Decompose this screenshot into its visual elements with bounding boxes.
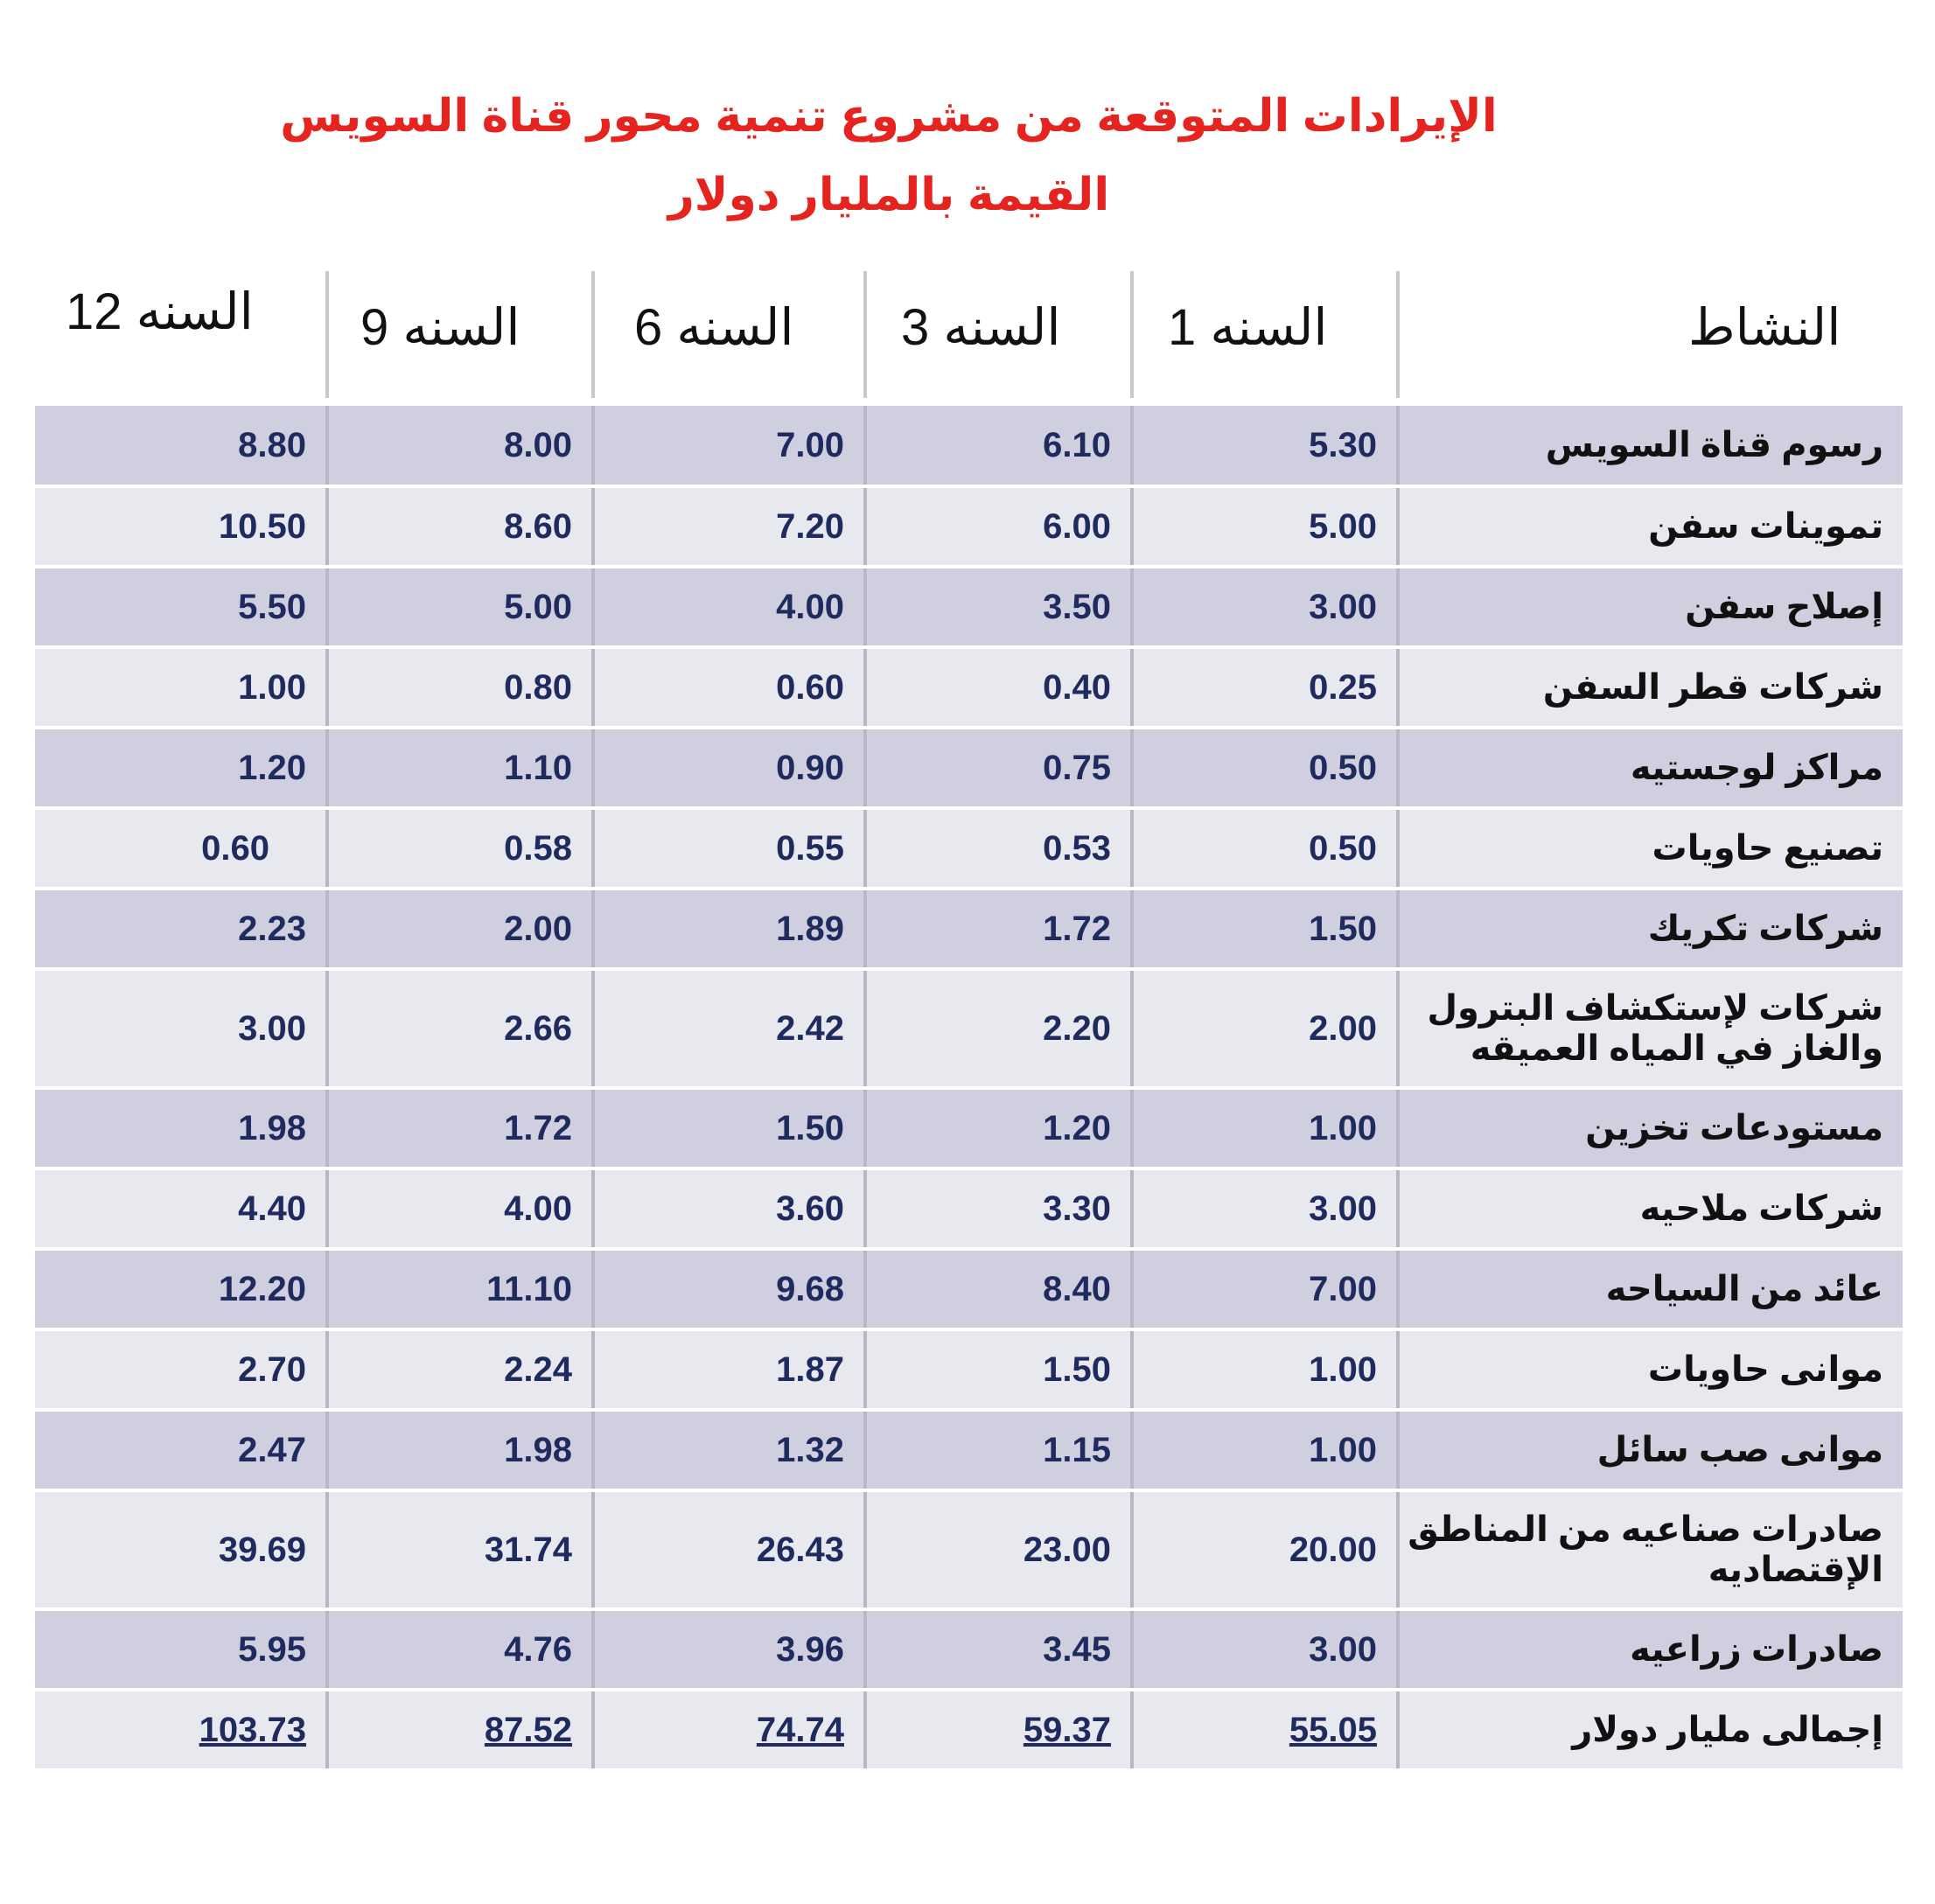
- cell-value: 5.00: [504, 587, 572, 626]
- cell-value: 5.30: [1309, 425, 1377, 464]
- cell-value: 1.98: [238, 1108, 306, 1147]
- cell-year-3: [865, 889, 1132, 969]
- header-year-6: السنه 6: [634, 299, 794, 356]
- table-row: [35, 808, 1903, 889]
- header-divider: [325, 271, 329, 398]
- cell-year-1: [1132, 567, 1398, 647]
- cell-value: 2.23: [238, 909, 306, 948]
- cell-year-12: [35, 728, 327, 808]
- activity-label: شركات لإستكشاف البترول والغاز في المياه العميقه: [1398, 969, 1903, 1088]
- activity-label: شركات قطر السفن: [1398, 647, 1903, 728]
- cell-value: 3.00: [1309, 587, 1377, 626]
- cell-value: 6.10: [1043, 425, 1111, 464]
- cell-value: 2.42: [776, 1008, 844, 1048]
- activity-label: صادرات زراعيه: [1398, 1609, 1903, 1690]
- cell-value: 1.20: [1043, 1108, 1111, 1147]
- cell-value: 1.20: [238, 748, 306, 787]
- header-year-9: السنه 9: [360, 299, 520, 356]
- cell-year-12: [35, 1490, 327, 1609]
- header-divider: [1396, 271, 1400, 398]
- cell-year-12: [35, 1088, 327, 1168]
- table-row: [35, 1410, 1903, 1490]
- cell-year-6: [593, 1690, 865, 1770]
- cell-value: 5.95: [238, 1629, 306, 1669]
- cell-value: 1.50: [1043, 1350, 1111, 1389]
- cell-value: 0.75: [1043, 748, 1111, 787]
- table-row: [35, 1088, 1903, 1168]
- cell-value: 4.40: [238, 1189, 306, 1228]
- cell-value: 4.00: [504, 1189, 572, 1228]
- cell-year-3: [865, 486, 1132, 567]
- cell-year-9: [327, 1410, 593, 1490]
- cell-year-3: [865, 1168, 1132, 1249]
- cell-year-9: [327, 1249, 593, 1329]
- cell-value: 1.89: [776, 909, 844, 948]
- cell-year-3: [865, 567, 1132, 647]
- cell-value: 0.80: [504, 667, 572, 707]
- cell-value: 2.00: [1309, 1008, 1377, 1048]
- cell-value: 2.24: [504, 1350, 572, 1389]
- cell-year-6: [593, 486, 865, 567]
- table-row: [35, 1329, 1903, 1410]
- cell-value: 1.10: [504, 748, 572, 787]
- header-year-12: السنه 12: [66, 283, 254, 340]
- cell-year-6: [593, 1490, 865, 1609]
- cell-year-1: [1132, 1490, 1398, 1609]
- cell-value: 0.58: [504, 828, 572, 868]
- cell-value: 3.45: [1043, 1629, 1111, 1669]
- table-row: [35, 889, 1903, 969]
- cell-value: 8.00: [504, 425, 572, 464]
- activity-label: إجمالى مليار دولار: [1398, 1690, 1903, 1770]
- cell-year-12: [35, 1168, 327, 1249]
- cell-value: 3.50: [1043, 587, 1111, 626]
- cell-year-6: [593, 406, 865, 486]
- cell-year-12: [35, 567, 327, 647]
- cell-year-9: [327, 728, 593, 808]
- cell-value: 1.00: [1309, 1108, 1377, 1147]
- cell-year-9: [327, 889, 593, 969]
- activity-label: شركات تكريك: [1398, 889, 1903, 969]
- cell-value: 7.00: [776, 425, 844, 464]
- cell-value: 2.66: [504, 1008, 572, 1048]
- cell-year-6: [593, 1609, 865, 1690]
- cell-year-12: [35, 808, 327, 889]
- table-row: [35, 969, 1903, 1088]
- cell-value: 2.00: [504, 909, 572, 948]
- cell-value: 10.50: [218, 506, 306, 546]
- activity-label: صادرات صناعيه من المناطق الإقتصاديه: [1398, 1490, 1903, 1609]
- cell-year-6: [593, 1329, 865, 1410]
- cell-value: 20.00: [1289, 1530, 1377, 1569]
- cell-year-12: [35, 1609, 327, 1690]
- cell-year-3: [865, 1410, 1132, 1490]
- cell-value: 1.32: [776, 1430, 844, 1469]
- cell-year-6: [593, 567, 865, 647]
- cell-value: 0.53: [1043, 828, 1111, 868]
- cell-value: 2.47: [238, 1430, 306, 1469]
- cell-year-1: [1132, 1249, 1398, 1329]
- cell-value: 9.68: [776, 1269, 844, 1308]
- cell-year-9: [327, 647, 593, 728]
- cell-year-12: [35, 486, 327, 567]
- cell-year-12: [35, 1249, 327, 1329]
- cell-year-9: [327, 1329, 593, 1410]
- cell-year-1: [1132, 889, 1398, 969]
- table-row: [35, 567, 1903, 647]
- cell-year-12: [35, 1410, 327, 1490]
- cell-year-1: [1132, 1329, 1398, 1410]
- cell-value: 2.20: [1043, 1008, 1111, 1048]
- header-divider: [863, 271, 867, 398]
- cell-value: 12.20: [218, 1269, 306, 1308]
- cell-year-6: [593, 969, 865, 1088]
- cell-year-1: [1132, 728, 1398, 808]
- cell-value: 3.60: [776, 1189, 844, 1228]
- cell-year-3: [865, 647, 1132, 728]
- cell-value: 7.00: [1309, 1269, 1377, 1308]
- activity-label: مستودعات تخزين: [1398, 1088, 1903, 1168]
- table-header: [0, 271, 1935, 398]
- table-row: [35, 1249, 1903, 1329]
- cell-value: 8.40: [1043, 1269, 1111, 1308]
- header-divider: [591, 271, 595, 398]
- cell-value: 1.72: [504, 1108, 572, 1147]
- cell-value: 1.50: [1309, 909, 1377, 948]
- cell-year-9: [327, 406, 593, 486]
- cell-year-3: [865, 1690, 1132, 1770]
- cell-year-6: [593, 1249, 865, 1329]
- table-row: [35, 1168, 1903, 1249]
- cell-value: 103.73: [199, 1710, 306, 1749]
- table-row: [35, 406, 1903, 486]
- cell-value: 3.00: [238, 1008, 306, 1048]
- cell-value: 6.00: [1043, 506, 1111, 546]
- activity-label: شركات ملاحيه: [1398, 1168, 1903, 1249]
- activity-label: تموينات سفن: [1398, 486, 1903, 567]
- cell-value: 0.50: [1309, 748, 1377, 787]
- cell-year-3: [865, 969, 1132, 1088]
- cell-value: 39.69: [218, 1530, 306, 1569]
- cell-year-1: [1132, 1609, 1398, 1690]
- cell-year-12: [35, 1690, 327, 1770]
- cell-value: 5.00: [1309, 506, 1377, 546]
- cell-value: 0.25: [1309, 667, 1377, 707]
- cell-year-12: [35, 969, 327, 1088]
- cell-year-1: [1132, 1088, 1398, 1168]
- header-divider: [1130, 271, 1134, 398]
- cell-value: 1.87: [776, 1350, 844, 1389]
- cell-value: 1.50: [776, 1108, 844, 1147]
- cell-value: 31.74: [484, 1530, 572, 1569]
- cell-year-9: [327, 808, 593, 889]
- cell-year-1: [1132, 647, 1398, 728]
- cell-year-3: [865, 808, 1132, 889]
- cell-value: 59.37: [1023, 1710, 1111, 1749]
- cell-year-3: [865, 406, 1132, 486]
- cell-value: 2.70: [238, 1350, 306, 1389]
- activity-label: تصنيع حاويات: [1398, 808, 1903, 889]
- activity-label: إصلاح سفن: [1398, 567, 1903, 647]
- header-year-1: السنه 1: [1168, 299, 1328, 356]
- table-row: [35, 728, 1903, 808]
- revenue-table: [35, 406, 1903, 1772]
- page-title: الإيرادات المتوقعة من مشروع تنمية محور قناة السويس: [280, 91, 1498, 142]
- cell-value: 8.60: [504, 506, 572, 546]
- cell-year-3: [865, 1088, 1132, 1168]
- cell-value: 26.43: [756, 1530, 844, 1569]
- total-row: [35, 1690, 1903, 1770]
- cell-value: 74.74: [756, 1710, 844, 1749]
- cell-year-1: [1132, 1168, 1398, 1249]
- cell-value: 0.50: [1309, 828, 1377, 868]
- activity-label: رسوم قناة السويس: [1398, 406, 1903, 486]
- cell-value: 23.00: [1023, 1530, 1111, 1569]
- cell-value: 1.98: [504, 1430, 572, 1469]
- cell-year-6: [593, 1410, 865, 1490]
- cell-value: 8.80: [238, 425, 306, 464]
- cell-year-9: [327, 486, 593, 567]
- cell-year-3: [865, 1490, 1132, 1609]
- cell-year-6: [593, 889, 865, 969]
- table-row: [35, 486, 1903, 567]
- cell-value: 3.00: [1309, 1629, 1377, 1669]
- cell-value: 0.60: [776, 667, 844, 707]
- cell-year-3: [865, 1329, 1132, 1410]
- header-year-3: السنه 3: [901, 299, 1061, 356]
- cell-year-1: [1132, 1690, 1398, 1770]
- cell-value: 1.00: [1309, 1350, 1377, 1389]
- cell-year-6: [593, 728, 865, 808]
- cell-year-9: [327, 1690, 593, 1770]
- cell-year-12: [35, 1329, 327, 1410]
- cell-year-12: [35, 647, 327, 728]
- cell-value: 55.05: [1289, 1710, 1377, 1749]
- cell-year-1: [1132, 486, 1398, 567]
- cell-year-1: [1132, 969, 1398, 1088]
- cell-value: 11.10: [486, 1269, 572, 1308]
- cell-year-1: [1132, 1410, 1398, 1490]
- page-subtitle: القيمة بالمليار دولار: [667, 170, 1110, 220]
- cell-value: 1.15: [1043, 1430, 1111, 1469]
- cell-value: 3.00: [1309, 1189, 1377, 1228]
- cell-year-6: [593, 1168, 865, 1249]
- cell-year-9: [327, 1490, 593, 1609]
- cell-value: 3.30: [1043, 1189, 1111, 1228]
- cell-value: 0.60: [201, 828, 269, 868]
- cell-value: 5.50: [238, 587, 306, 626]
- cell-value: 1.00: [238, 667, 306, 707]
- cell-year-6: [593, 647, 865, 728]
- cell-year-6: [593, 1088, 865, 1168]
- cell-year-3: [865, 1249, 1132, 1329]
- cell-year-1: [1132, 808, 1398, 889]
- cell-value: 1.00: [1309, 1430, 1377, 1469]
- table-row: [35, 1490, 1903, 1609]
- cell-value: 3.96: [776, 1629, 844, 1669]
- cell-year-12: [35, 406, 327, 486]
- table-row: [35, 647, 1903, 728]
- cell-year-9: [327, 1609, 593, 1690]
- cell-year-3: [865, 1609, 1132, 1690]
- cell-year-9: [327, 1168, 593, 1249]
- activity-label: موانى صب سائل: [1398, 1410, 1903, 1490]
- cell-year-1: [1132, 406, 1398, 486]
- cell-year-9: [327, 567, 593, 647]
- cell-value: 0.40: [1043, 667, 1111, 707]
- activity-label: مراكز لوجستيه: [1398, 728, 1903, 808]
- header-activity: النشاط: [1688, 299, 1841, 356]
- cell-year-9: [327, 1088, 593, 1168]
- cell-value: 87.52: [484, 1710, 572, 1749]
- cell-value: 0.90: [776, 748, 844, 787]
- cell-year-9: [327, 969, 593, 1088]
- cell-year-12: [35, 889, 327, 969]
- table-row: [35, 1609, 1903, 1690]
- activity-label: موانى حاويات: [1398, 1329, 1903, 1410]
- cell-year-3: [865, 728, 1132, 808]
- cell-year-6: [593, 808, 865, 889]
- cell-value: 4.76: [504, 1629, 572, 1669]
- cell-value: 0.55: [776, 828, 844, 868]
- activity-label: عائد من السياحه: [1398, 1249, 1903, 1329]
- cell-value: 7.20: [776, 506, 844, 546]
- cell-value: 4.00: [776, 587, 844, 626]
- cell-value: 1.72: [1043, 909, 1111, 948]
